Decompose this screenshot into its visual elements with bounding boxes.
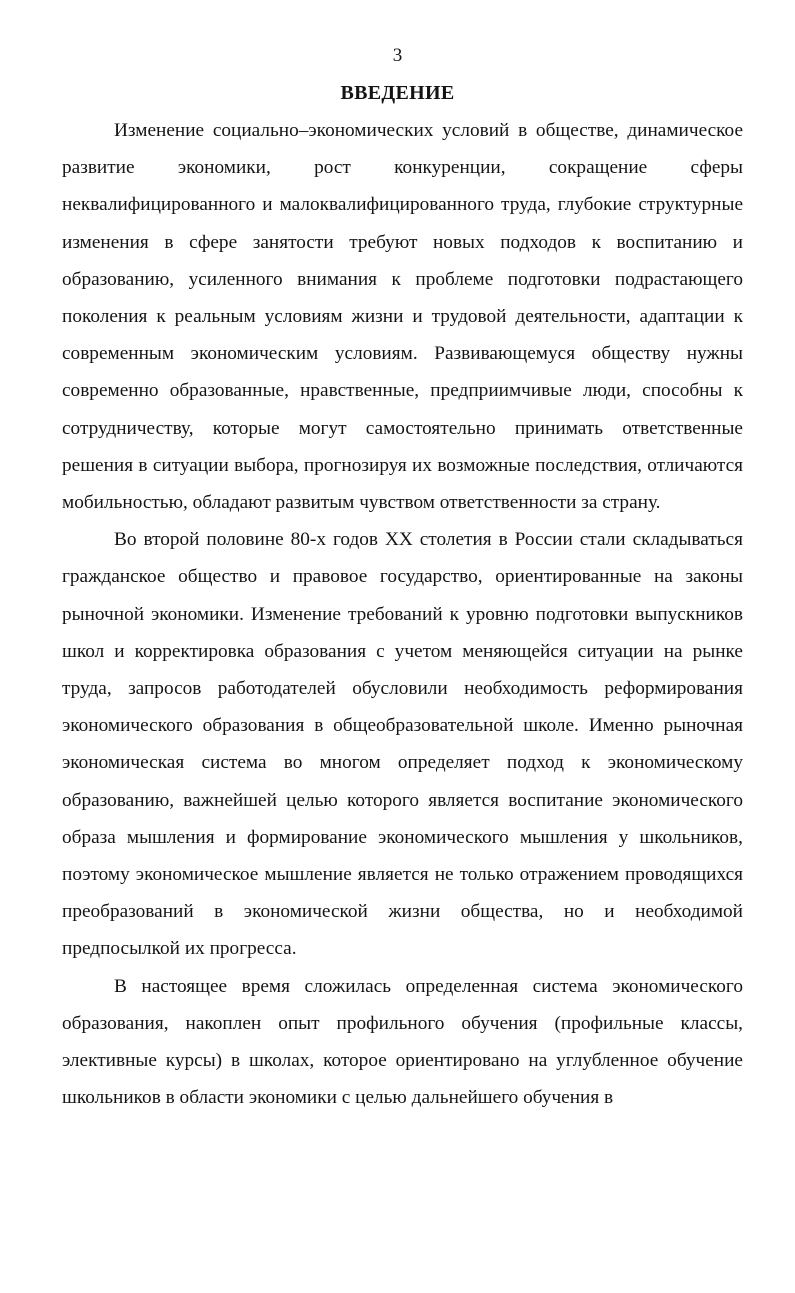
paragraph-3: В настоящее время сложилась определенная система экономического образования, накоплен опыт профильного обучения (профильные классы, элективные курсы) в школах, которое ориентировано на углубленное обучение школьников в области экономики с целью дальнейшего обучения в (62, 975, 743, 1109)
page-number: 3 (392, 45, 403, 66)
body-text (62, 112, 743, 1116)
paragraph-2: Во второй половине 80-х годов XX столетия в России стали складываться гражданское общество и правовое государство, ориентированные на законы рыночной экономики. Изменение требований к уровню подготовки выпускников школ и корректировка образования с учетом меняющейся ситуации на рынке труда, запросов работодателей обусловили необходимость реформирования экономического образования в общеобразовательной школе. Именно рыночная экономическая система во многом определяет подход к экономическому образованию, важнейшей целью которого является воспитание экономического образа мышления и формирование экономического мышления у школьников, поэтому экономическое мышление является не только отражением проводящихся преобразований в экономической жизни общества, но и необходимой предпосылкой их прогресса. (62, 529, 743, 960)
section-heading: ВВЕДЕНИЕ (340, 82, 455, 104)
paragraph-1: Изменение социально–экономических условий в обществе, динамическое развитие экономики, рост конкуренции, сокращение сферы неквалифицированного и малоквалифицированного труда, глубокие структурные изменения в сфере занятости требуют новых подходов к воспитанию и образованию, усиленного внимания к проблеме подготовки подрастающего поколения к реальным условиям жизни и трудовой деятельности, адаптации к современным экономическим условиям. Развивающемуся обществу нужны современно образованные, нравственные, предприимчивые люди, способны к сотрудничеству, которые могут самостоятельно принимать ответственные решения в ситуации выбора, прогнозируя их возможные последствия, отличаются мобильностью, обладают развитым чувством ответственности за страну. (62, 120, 743, 514)
